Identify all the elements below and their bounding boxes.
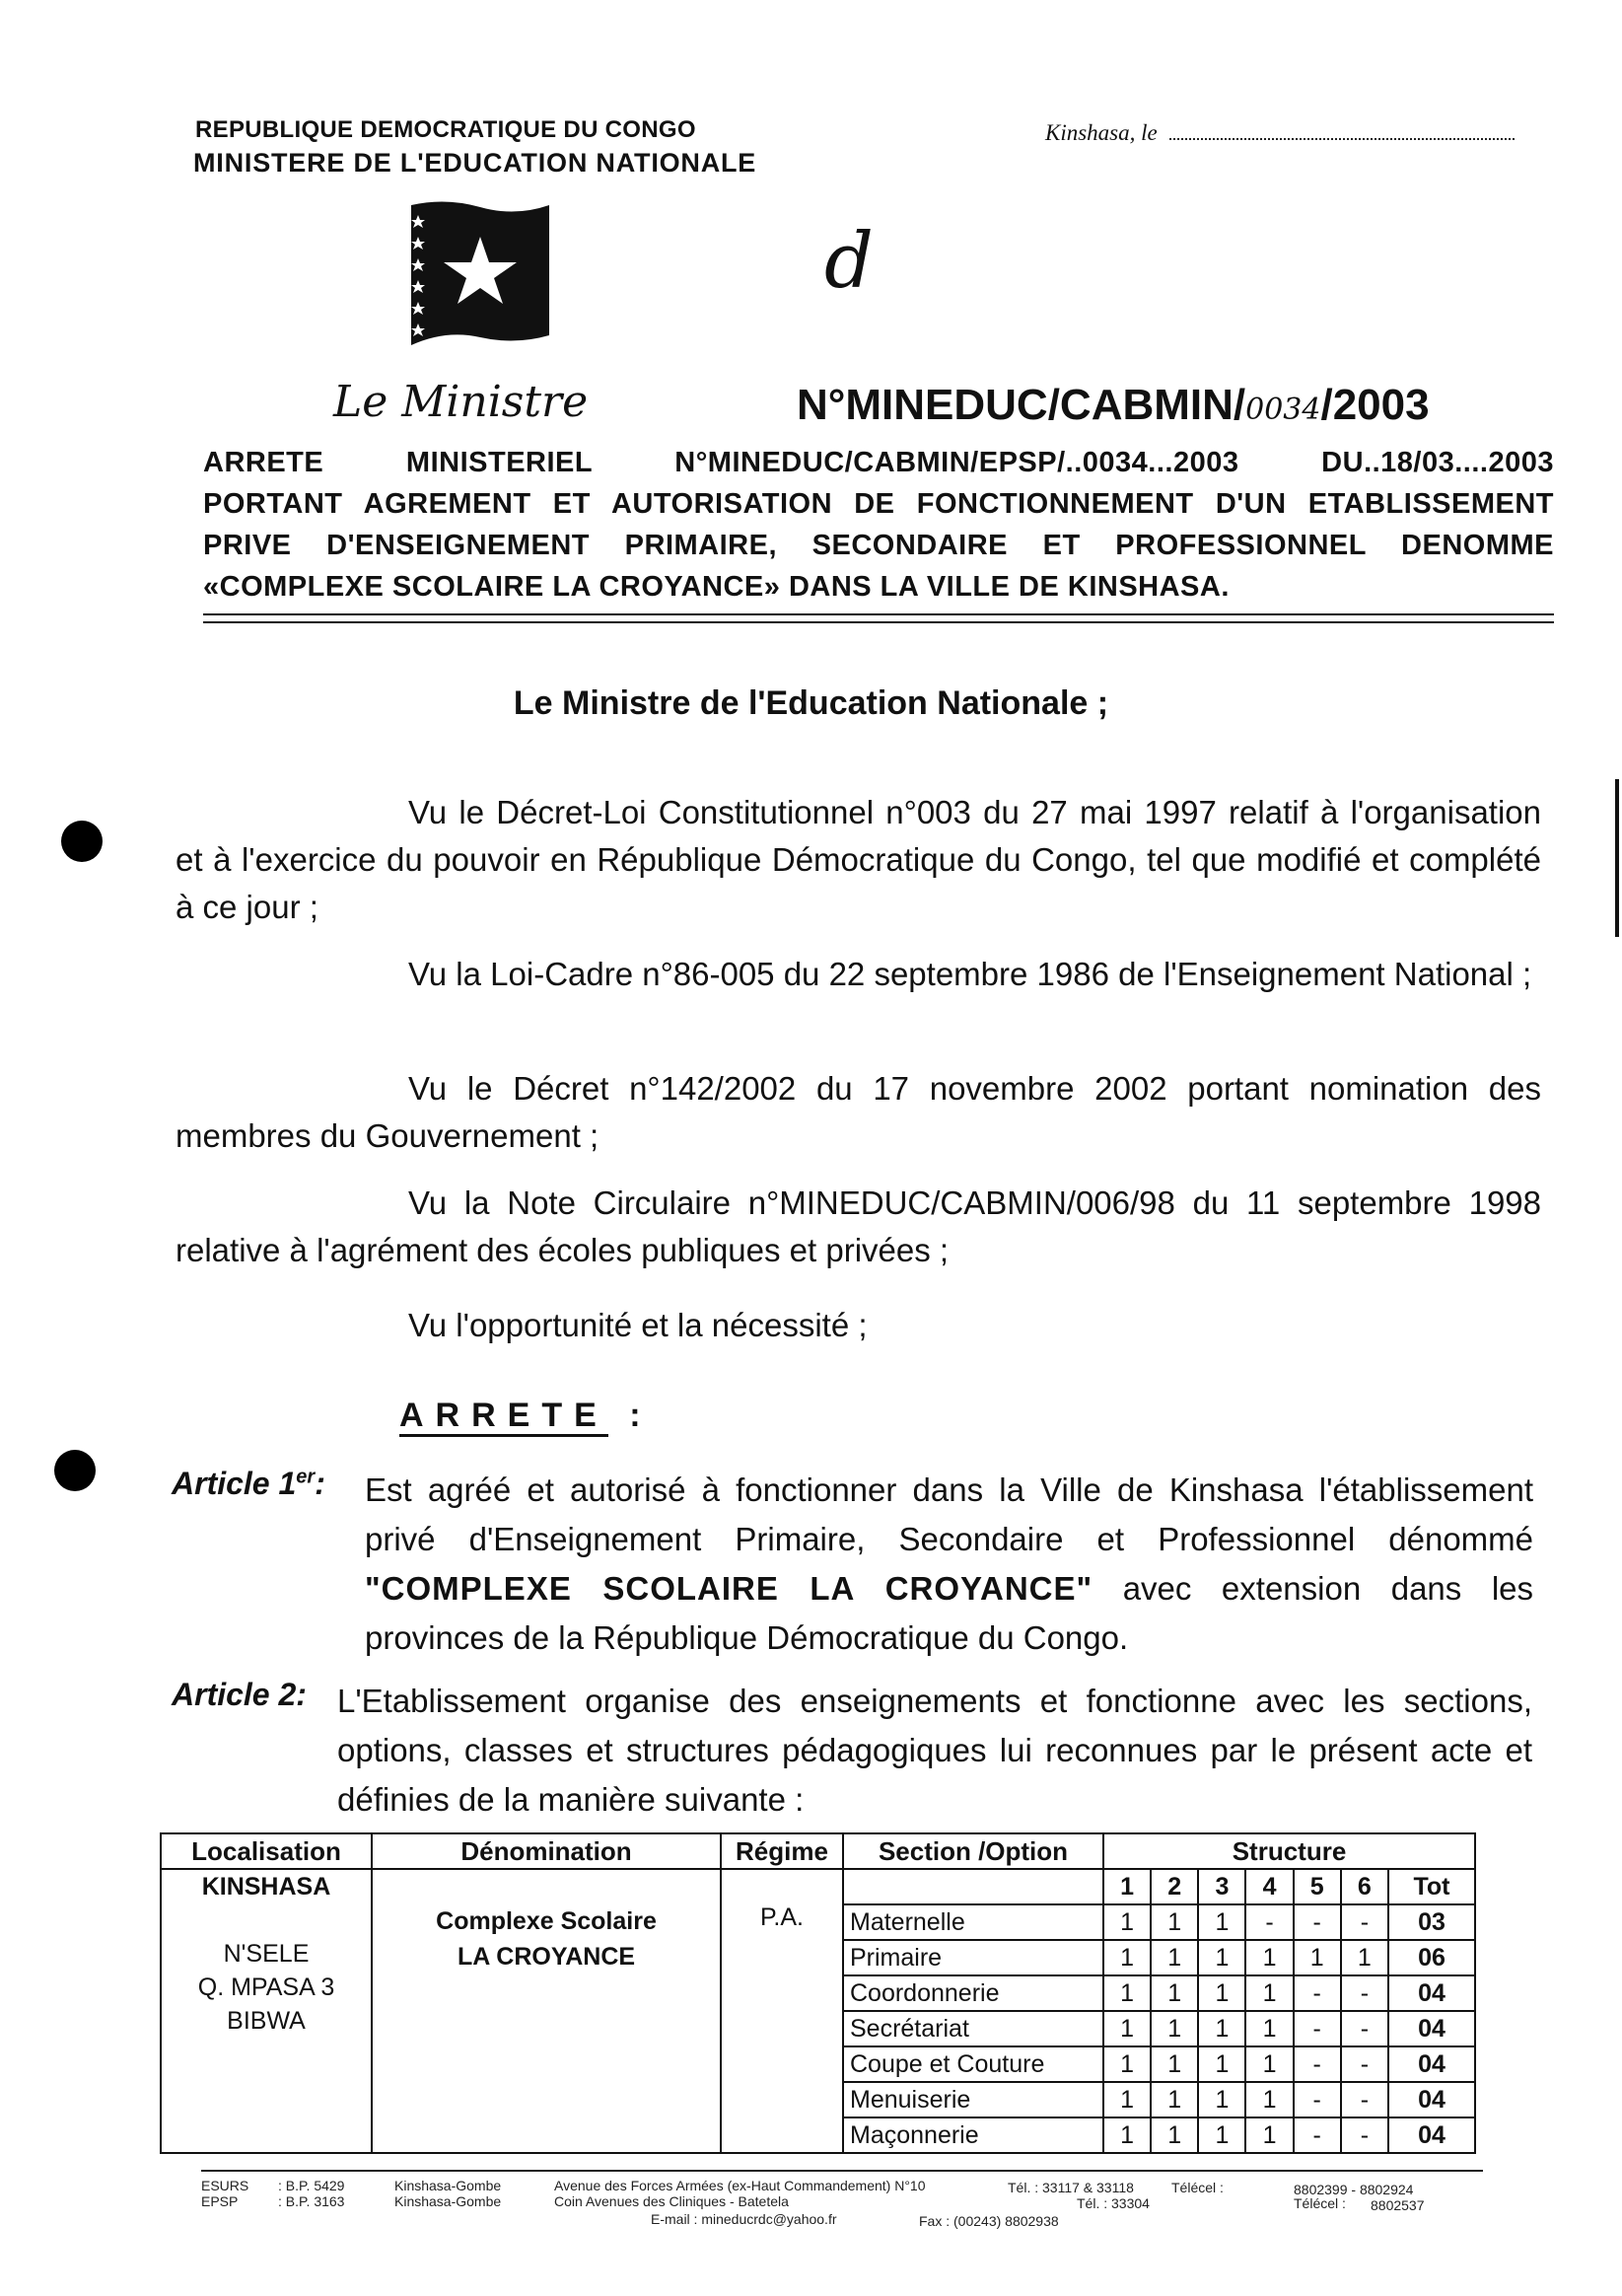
structure-cell: 1 xyxy=(1294,1940,1341,1975)
structure-cell: 1 xyxy=(1245,1940,1293,1975)
structure-cell: 1 xyxy=(1198,1975,1245,2011)
footer-fax: Fax : (00243) 8802938 xyxy=(919,2213,1059,2229)
article-1-body-end: avec extension dans les provinces de la République Démocratique du Congo. xyxy=(365,1570,1533,1656)
arrete-title-line: PRIVE D'ENSEIGNEMENT PRIMAIRE, SECONDAIRE ET PROFESSIONNEL DENOMME xyxy=(203,530,1554,561)
structure-total: 04 xyxy=(1388,1975,1475,2011)
structure-total: 03 xyxy=(1388,1904,1475,1940)
article-1-label-text: Article 1 xyxy=(172,1466,297,1501)
structure-cell: - xyxy=(1294,1904,1341,1940)
structure-cell: 1 xyxy=(1245,2011,1293,2046)
structure-col-header: 3 xyxy=(1198,1869,1245,1904)
punch-hole-mark xyxy=(61,821,103,862)
structure-cell: 1 xyxy=(1103,1904,1151,1940)
structure-cell: 1 xyxy=(1198,1904,1245,1940)
arrete-title-block xyxy=(203,442,1554,608)
structure-cell: 1 xyxy=(1151,1975,1198,2011)
structure-cell: - xyxy=(1294,2046,1341,2082)
footer-number: 8802537 xyxy=(1371,2197,1425,2213)
considerant-paragraph xyxy=(176,1302,1541,1349)
structure-cell: 1 xyxy=(1151,2117,1198,2153)
table-header-row xyxy=(161,1833,1475,1869)
structure-cell: - xyxy=(1341,2082,1388,2117)
structure-cell: 1 xyxy=(1245,1975,1293,2011)
localisation-cell xyxy=(161,1869,372,2153)
article-1-label-sup: er xyxy=(296,1466,316,1488)
structure-cell: 1 xyxy=(1151,2046,1198,2082)
reference-number xyxy=(797,381,1430,430)
structure-cell: 1 xyxy=(1198,2011,1245,2046)
structure-cell: - xyxy=(1341,1904,1388,1940)
place-date xyxy=(1045,120,1515,146)
structure-total: 04 xyxy=(1388,2117,1475,2153)
header-structure: Structure xyxy=(1103,1833,1475,1869)
section-cell: Maçonnerie xyxy=(843,2117,1103,2153)
section-cell: Secrétariat xyxy=(843,2011,1103,2046)
arrete-title-line: ARRETE MINISTERIEL N°MINEDUC/CABMIN/EPSP/..0034...2003 DU..18/03....2003 xyxy=(203,447,1554,478)
structure-cell: 1 xyxy=(1245,2082,1293,2117)
footer-tel: Tél. : 33304 xyxy=(1077,2195,1150,2211)
footer-city: Kinshasa-Gombe xyxy=(394,2178,502,2193)
reference-handwritten: 0034 xyxy=(1245,393,1321,427)
structure-cell: 1 xyxy=(1198,2117,1245,2153)
section-cell: Primaire xyxy=(843,1940,1103,1975)
article-1-label-colon: : xyxy=(315,1466,325,1501)
structure-cell: 1 xyxy=(1103,2117,1151,2153)
ministry-name: MINISTERE DE L'EDUCATION NATIONALE xyxy=(193,148,757,178)
localisation-line: Q. MPASA 3 xyxy=(197,1973,335,2001)
handwritten-initial: d xyxy=(824,217,874,306)
section-cell: Coupe et Couture xyxy=(843,2046,1103,2082)
republic-name: REPUBLIQUE DEMOCRATIQUE DU CONGO xyxy=(195,116,696,143)
structure-cell: 1 xyxy=(1245,2046,1293,2082)
structure-cell: - xyxy=(1245,1904,1293,1940)
structure-col-header: 1 xyxy=(1103,1869,1151,1904)
structure-cell: 1 xyxy=(1151,1940,1198,1975)
structure-cell: 1 xyxy=(1103,1940,1151,1975)
considerant-paragraph xyxy=(176,1065,1541,1160)
section-cell xyxy=(843,1869,1103,1904)
structure-col-header: 2 xyxy=(1151,1869,1198,1904)
footer-telecel: Télécel : xyxy=(1294,2195,1346,2211)
localisation-line: N'SELE xyxy=(223,1940,310,1968)
structure-cell: 1 xyxy=(1151,2011,1198,2046)
structure-col-header: 4 xyxy=(1245,1869,1293,1904)
footer-email[interactable]: E-mail : mineducrdc@yahoo.fr xyxy=(651,2211,837,2227)
minister-signature-heading: Le Ministre xyxy=(333,377,589,427)
punch-hole-mark xyxy=(54,1450,96,1491)
structure-cell: 1 xyxy=(1151,2082,1198,2117)
footer-telecel: Télécel : xyxy=(1171,2180,1224,2195)
structure-table xyxy=(160,1832,1476,2154)
footer-epsp: EPSP xyxy=(201,2193,239,2209)
structure-col-header: 6 xyxy=(1341,1869,1388,1904)
structure-cell: - xyxy=(1294,1975,1341,2011)
considerant-paragraph xyxy=(176,951,1541,998)
structure-cell: - xyxy=(1294,2082,1341,2117)
considerant-text: Vu l'opportunité et la nécessité ; xyxy=(408,1307,868,1343)
place-date-label: Kinshasa, le xyxy=(1045,120,1158,145)
article-2-text: L'Etablissement organise des enseignements et fonctionne avec les sections, options, classes et structures pédagogiques lui reconnues par le présent acte et définies de la manière suivante : xyxy=(337,1683,1532,1818)
arrete-heading-colon: : xyxy=(629,1397,653,1434)
structure-cell: 1 xyxy=(1198,2082,1245,2117)
considerant-paragraph xyxy=(176,1180,1541,1274)
structure-cell: - xyxy=(1341,2046,1388,2082)
footer-address: Avenue des Forces Armées (ex-Haut Commandement) N°10 xyxy=(554,2178,926,2193)
drc-flag-emblem-icon xyxy=(406,197,554,360)
reference-suffix: /2003 xyxy=(1320,381,1430,429)
denomination-line: LA CROYANCE xyxy=(457,1943,636,1971)
header-section: Section /Option xyxy=(843,1833,1103,1869)
structure-total: 06 xyxy=(1388,1940,1475,1975)
section-cell: Coordonnerie xyxy=(843,1975,1103,2011)
article-2-label: Article 2: xyxy=(172,1677,307,1712)
denomination-line: Complexe Scolaire xyxy=(436,1907,657,1935)
considerant-text: Vu la Loi-Cadre n°86-005 du 22 septembre 1986 de l'Enseignement National ; xyxy=(408,956,1532,992)
date-dotted-line xyxy=(1169,120,1515,140)
structure-cell: 1 xyxy=(1245,2117,1293,2153)
arrete-heading-text: ARRETE xyxy=(399,1397,608,1437)
structure-col-header: Tot xyxy=(1388,1869,1475,1904)
structure-cell: 1 xyxy=(1198,1940,1245,1975)
structure-cell: - xyxy=(1341,2117,1388,2153)
structure-total: 04 xyxy=(1388,2046,1475,2082)
header-denomination: Dénomination xyxy=(372,1833,721,1869)
minister-title: Le Ministre de l'Education Nationale ; xyxy=(513,684,1109,722)
footer-number: 8802399 - 8802924 xyxy=(1294,2182,1414,2197)
arrete-heading xyxy=(399,1397,653,1435)
title-double-rule xyxy=(203,613,1554,623)
considerant-paragraph xyxy=(176,789,1541,931)
footer-rule xyxy=(201,2170,1483,2172)
footer-tel: Tél. : 33117 & 33118 xyxy=(1008,2180,1134,2195)
localisation-city: KINSHASA xyxy=(201,1873,331,1901)
footer-city: Kinshasa-Gombe xyxy=(394,2193,502,2209)
section-cell: Maternelle xyxy=(843,1904,1103,1940)
article-1-text xyxy=(365,1466,1533,1663)
considerant-text: Vu le Décret-Loi Constitutionnel n°003 du 27 mai 1997 relatif à l'organisation et à l'exercice du pouvoir en République Démocratique du Congo, tel que modifié et complété à ce jour ; xyxy=(176,794,1541,925)
structure-col-header: 5 xyxy=(1294,1869,1341,1904)
header-regime: Régime xyxy=(721,1833,843,1869)
footer-bp: : B.P. 3163 xyxy=(278,2193,345,2209)
footer-address: Coin Avenues des Cliniques - Batetela xyxy=(554,2193,789,2209)
article-1-label xyxy=(172,1466,325,1502)
header-localisation: Localisation xyxy=(161,1833,372,1869)
structure-cell: - xyxy=(1341,1975,1388,2011)
localisation-line: BIBWA xyxy=(227,2007,306,2035)
structure-cell: 1 xyxy=(1103,1975,1151,2011)
structure-total: 04 xyxy=(1388,2011,1475,2046)
school-name: "COMPLEXE SCOLAIRE LA CROYANCE" xyxy=(365,1570,1093,1607)
structure-cell: - xyxy=(1294,2117,1341,2153)
structure-cell: 1 xyxy=(1341,1940,1388,1975)
structure-cell: 1 xyxy=(1198,2046,1245,2082)
scan-edge-mark xyxy=(1615,779,1619,937)
footer-bp: : B.P. 5429 xyxy=(278,2178,345,2193)
structure-cell: 1 xyxy=(1151,1904,1198,1940)
structure-cell: 1 xyxy=(1103,2011,1151,2046)
structure-cell: 1 xyxy=(1103,2046,1151,2082)
article-1-body: Est agréé et autorisé à fonctionner dans la Ville de Kinshasa l'établissement privé d'Enseignement Primaire, Secondaire et Professionnel dénommé xyxy=(365,1471,1533,1557)
section-cell: Menuiserie xyxy=(843,2082,1103,2117)
denomination-cell xyxy=(372,1869,721,2153)
considerant-text: Vu la Note Circulaire n°MINEDUC/CABMIN/006/98 du 11 septembre 1998 relative à l'agrément des écoles publiques et privées ; xyxy=(176,1184,1541,1268)
considerant-text: Vu le Décret n°142/2002 du 17 novembre 2002 portant nomination des membres du Gouvernement ; xyxy=(176,1070,1541,1154)
table-row xyxy=(161,1869,1475,1904)
regime-cell: P.A. xyxy=(721,1869,843,2153)
structure-cell: - xyxy=(1294,2011,1341,2046)
reference-prefix: N°MINEDUC/CABMIN/ xyxy=(797,381,1246,429)
structure-cell: 1 xyxy=(1103,2082,1151,2117)
arrete-title-line: PORTANT AGREMENT ET AUTORISATION DE FONCTIONNEMENT D'UN ETABLISSEMENT xyxy=(203,488,1554,520)
arrete-title-line: «COMPLEXE SCOLAIRE LA CROYANCE» DANS LA VILLE DE KINSHASA. xyxy=(203,571,1230,603)
structure-cell: - xyxy=(1341,2011,1388,2046)
structure-total: 04 xyxy=(1388,2082,1475,2117)
footer-esurs: ESURS xyxy=(201,2178,249,2193)
